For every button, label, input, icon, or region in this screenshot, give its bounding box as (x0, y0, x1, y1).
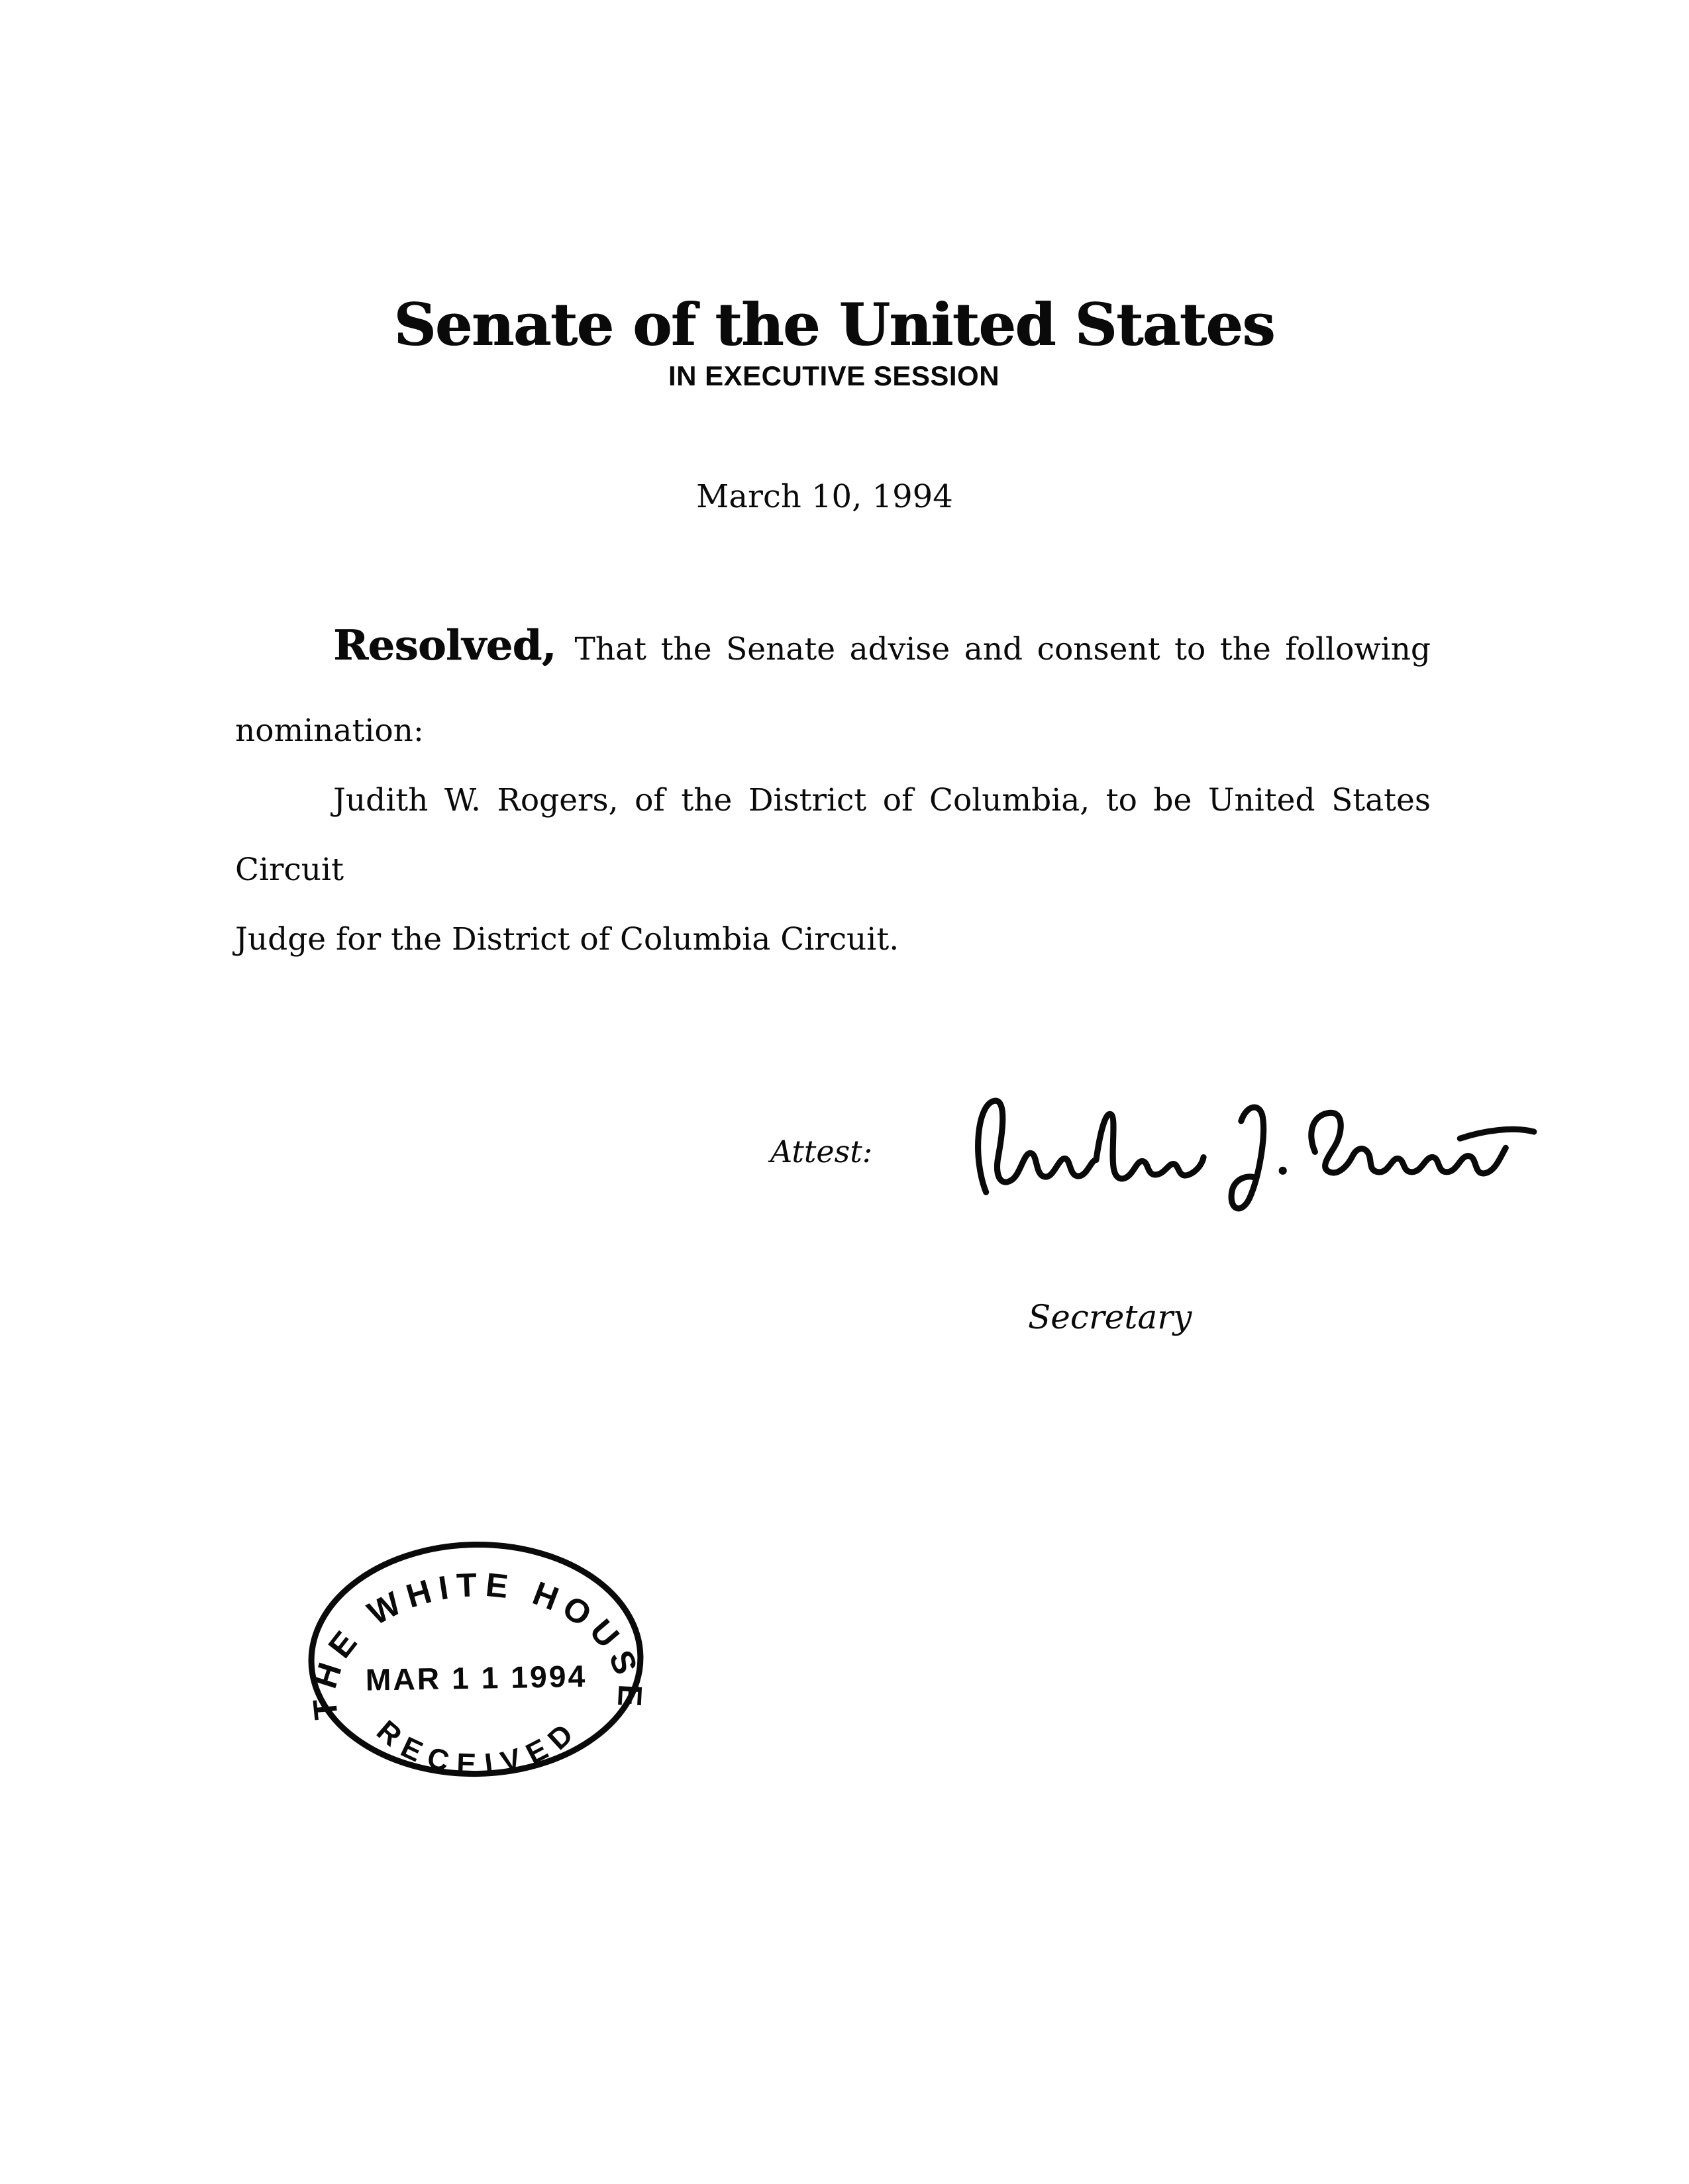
document-header (0, 291, 1678, 391)
resolution-text: That the Senate advise and consent to the following (574, 631, 1431, 668)
resolution-body (235, 611, 1431, 974)
signature-stroke-stewart (1311, 1113, 1506, 1173)
signature-t-cross (1460, 1129, 1534, 1138)
nomination-line-2: Judge for the District of Columbia Circuit. (235, 921, 899, 958)
date-line: March 10, 1994 (696, 478, 953, 515)
signature-j-dot (1279, 1167, 1287, 1175)
resolution-line-2: nomination: (235, 713, 424, 749)
received-stamp (303, 1535, 650, 1785)
stamp-date-text: MAR 1 1 1994 (365, 1658, 588, 1697)
document-title: Senate of the United States (393, 290, 1274, 359)
attest-label: Attest: (770, 1134, 873, 1169)
signature-stroke-j (1231, 1107, 1263, 1209)
stamp-bottom-text: RECEIVED (370, 1711, 587, 1781)
secretary-signature (952, 1085, 1543, 1226)
resolution-line-1 (235, 611, 1431, 684)
session-subtitle: IN EXECUTIVE SESSION (668, 360, 1000, 391)
signature-stroke-walter (978, 1101, 1203, 1192)
secretary-label: Secretary (1028, 1298, 1192, 1336)
resolved-word: Resolved, (333, 620, 556, 670)
stamp-top-text: THE WHITE HOUSE (304, 1565, 650, 1722)
nomination-line-1: Judith W. Rogers, of the District of Columbia, to be United States Circuit (235, 782, 1431, 888)
